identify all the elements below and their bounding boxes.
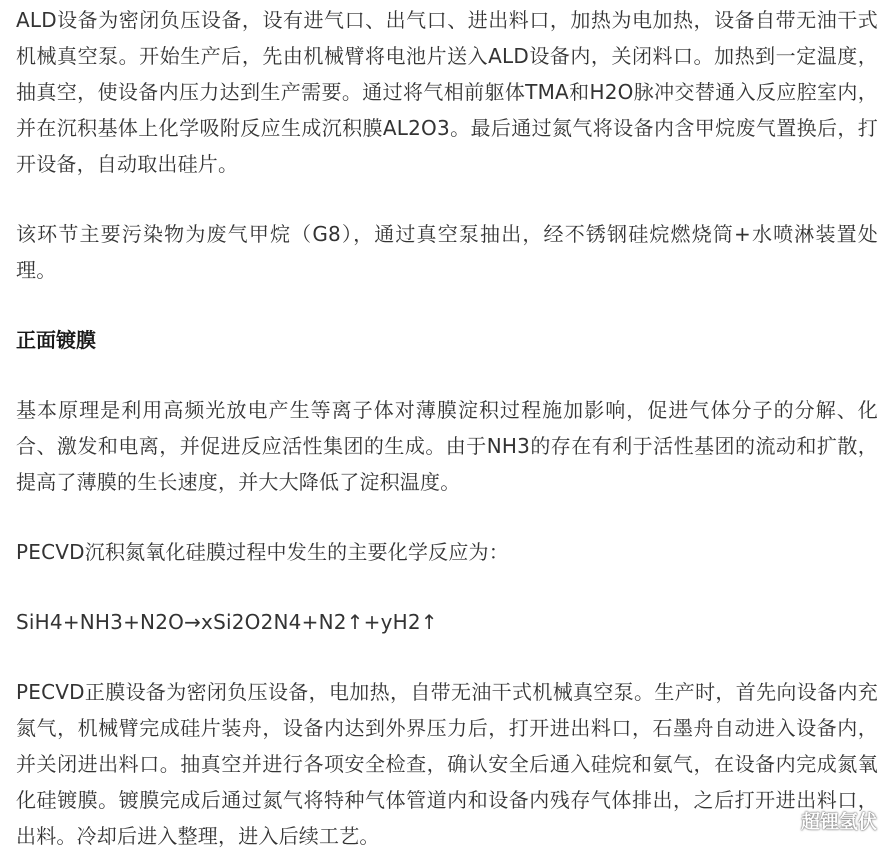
paragraph-pecvd-process: PECVD正膜设备为密闭负压设备，电加热，自带无油干式机械真空泵。生产时，首先向设备内充氮气，机械臂完成硅片装舟，设备内达到外界压力后，打开进出料口，石墨舟自动进入设备内，并关闭进出料口。抽真空并进行各项安全检查，确认安全后通入硅烷和氨气，在设备内完成氮氧化硅镀膜。镀膜完成后通过氮气将特种气体管道内和设备内残存气体排出，之后打开进出料口，出料。冷却后进入整理，进入后续工艺。 [16,680,878,848]
section-heading: 正面镀膜 [16,328,96,352]
article-body [16,2,878,854]
paragraph-pollutant: 该环节主要污染物为废气甲烷（G8），通过真空泵抽出，经不锈钢硅烷燃烧筒+水喷淋装置处理。 [16,222,878,282]
wechat-icon [769,810,795,832]
chemical-equation: SiH4+NH3+N2O→xSi2O2N4+N2↑+yH2↑ [16,610,438,634]
paragraph-ald: ALD设备为密闭负压设备，设有进气口、出气口、进出料口，加热为电加热，设备自带无油干式机械真空泵。开始生产后，先由机械臂将电池片送入ALD设备内，关闭料口。加热到一定温度，抽真空，使设备内压力达到生产需要。通过将气相前躯体TMA和H2O脉冲交替通入反应腔室内，并在沉积基体上化学吸附反应生成沉积膜AL2O3。最后通过氮气将设备内含甲烷废气置换后，打开设备，自动取出硅片。 [16,8,878,176]
paragraph-principle: 基本原理是利用高频光放电产生等离子体对薄膜淀积过程施加影响，促进气体分子的分解、化合、激发和电离，并促进反应活性集团的生成。由于NH3的存在有利于活性基团的流动和扩散，提高了薄膜的生长速度，并大大降低了淀积温度。 [16,398,878,494]
watermark-text: 超锂氢伏 [800,811,877,833]
paragraph-reaction-intro: PECVD沉积氮氧化硅膜过程中发生的主要化学反应为： [16,540,509,564]
watermark [769,807,877,834]
